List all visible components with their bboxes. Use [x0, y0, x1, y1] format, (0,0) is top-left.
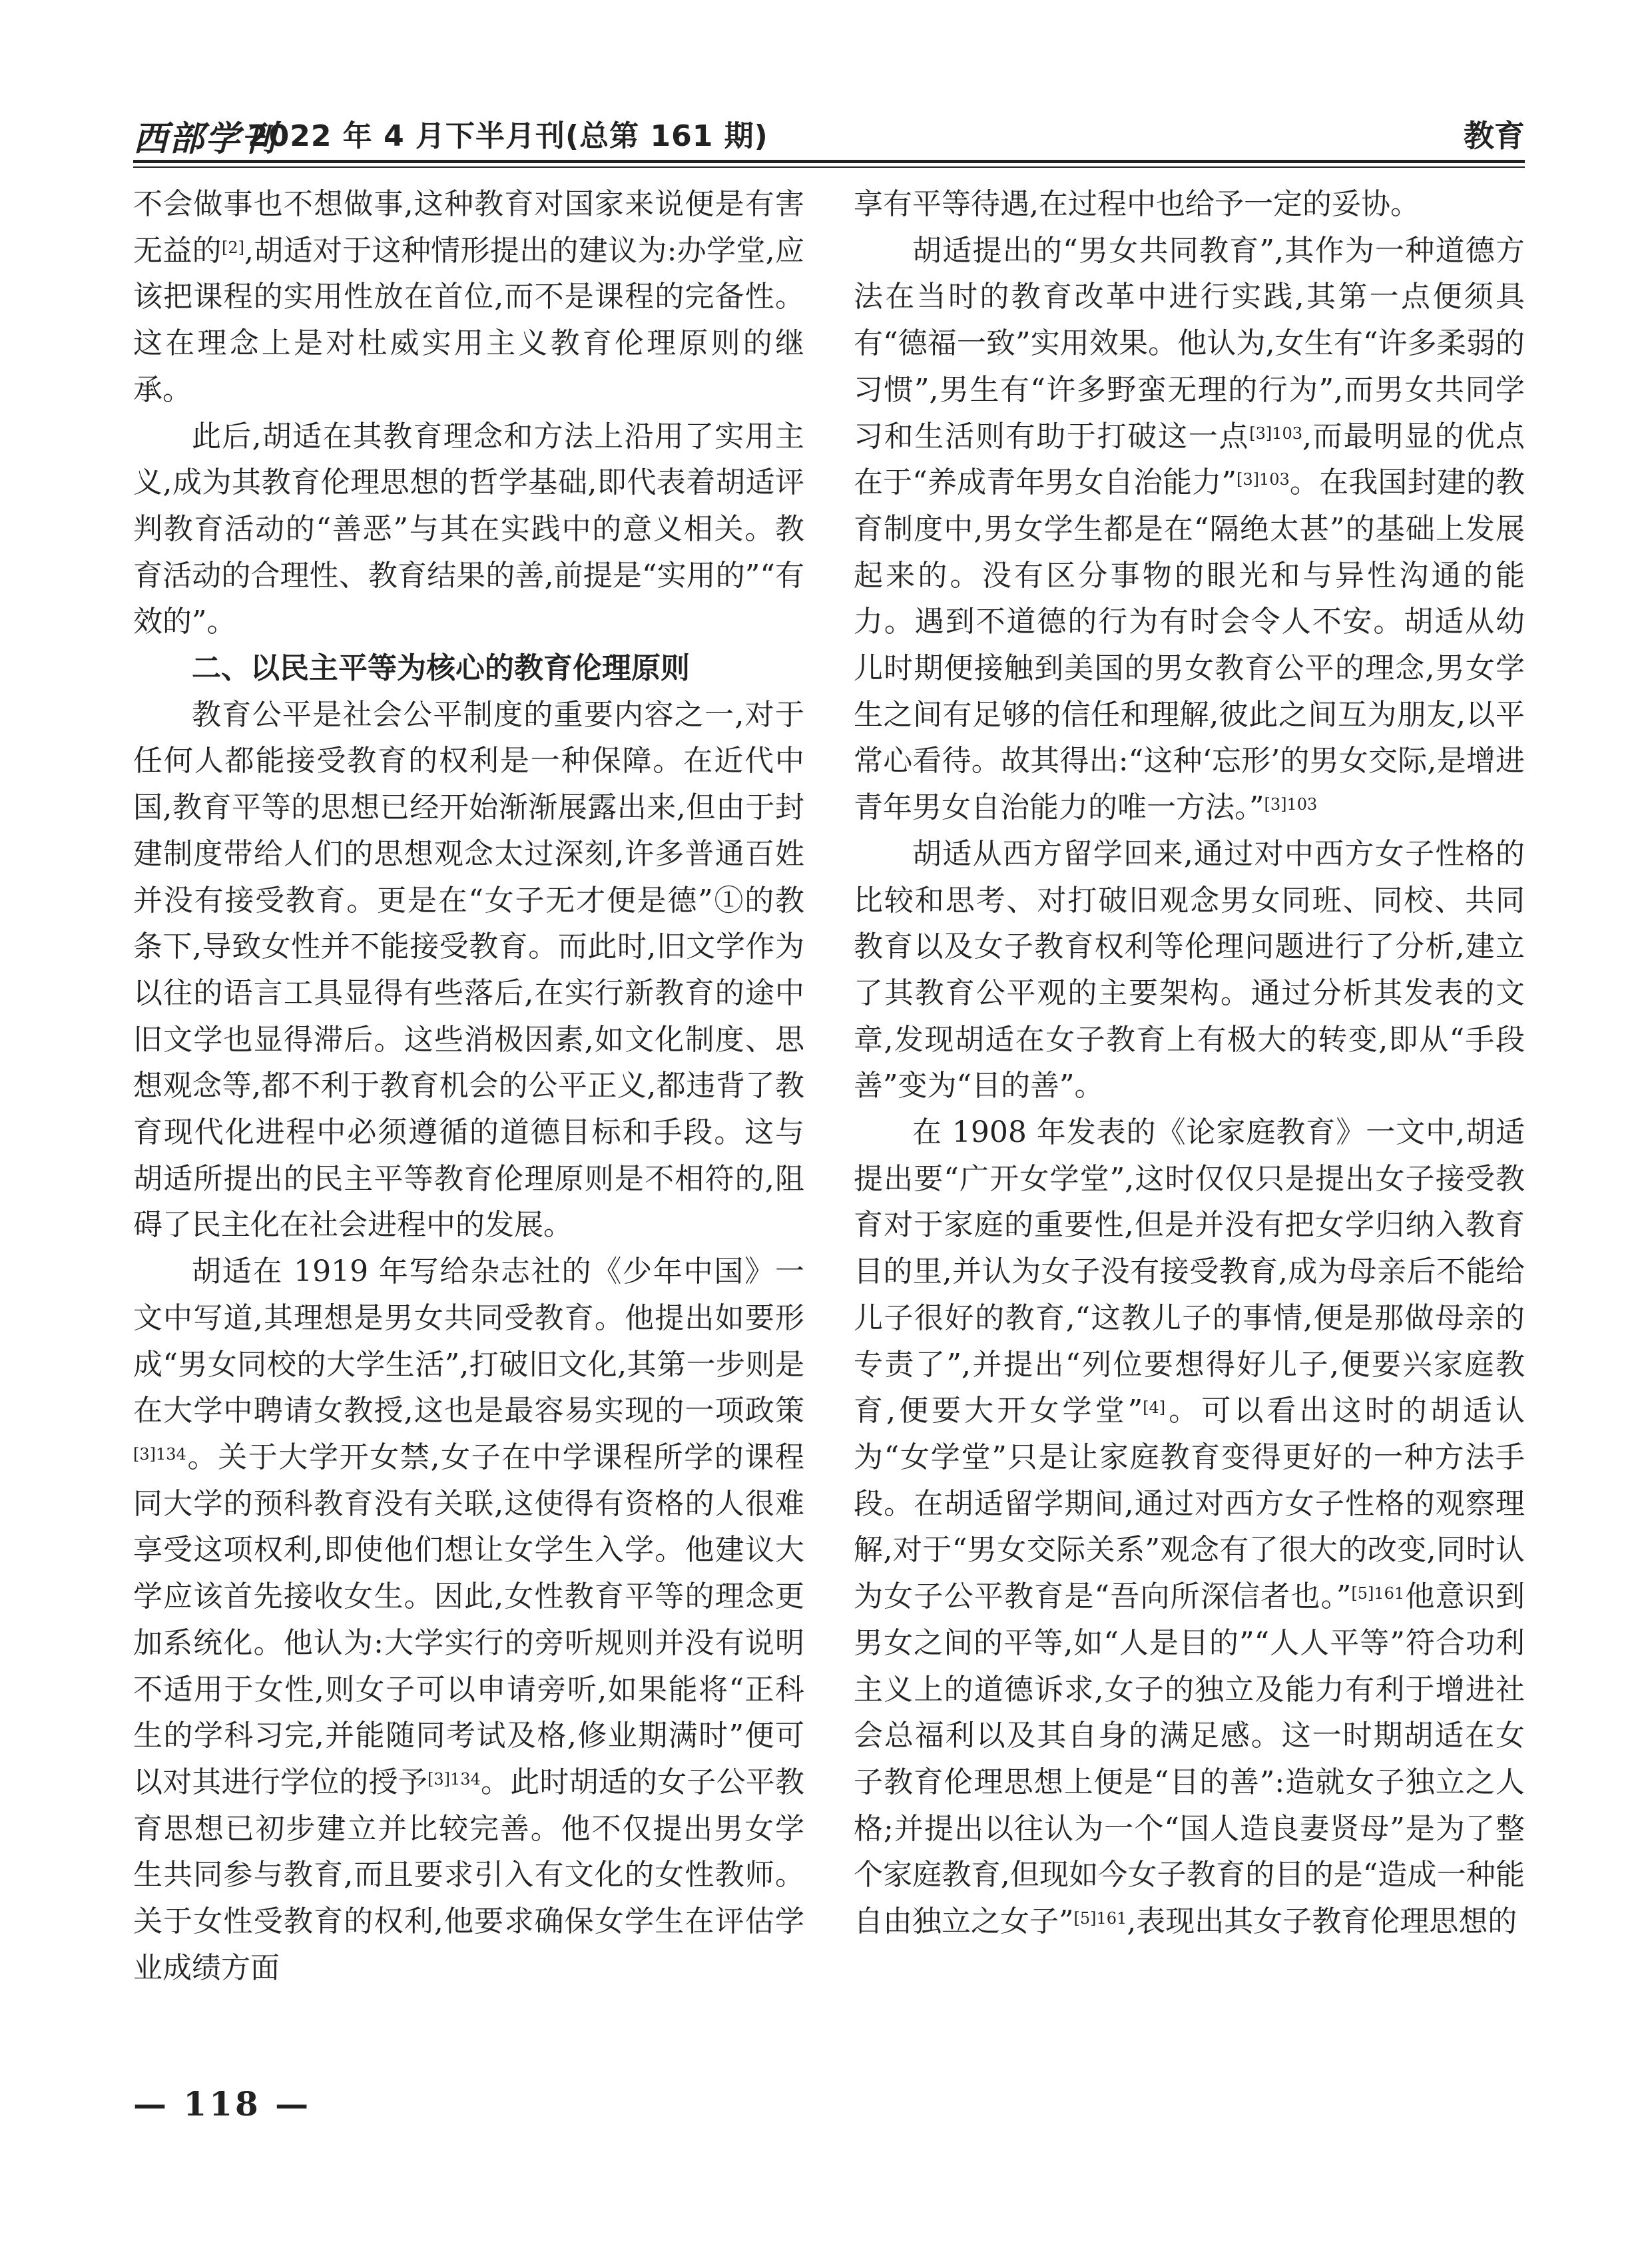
- section-heading: 二、以民主平等为核心的教育伦理原则: [192, 651, 690, 686]
- left-column: [133, 181, 804, 1991]
- paragraph: 此后,胡适在其教育理念和方法上沿用了实用主义,成为其教育伦理思想的哲学基础,即代表着胡适评判教育活动的“善恶”与其在实践中的意义相关。教育活动的合理性、教育结果的善,前提是“实用的”“有效的”。: [133, 419, 804, 639]
- page-number: — 118 —: [133, 2084, 312, 2123]
- running-header: [133, 107, 1525, 160]
- citation: [3]103: [1249, 423, 1303, 443]
- section-label: 教育: [1464, 118, 1525, 154]
- paragraph: 胡适从西方留学回来,通过对中西方女子性格的比较和思考、对打破旧观念男女同班、同校、共同教育以及女子教育权利等伦理问题进行了分析,建立了其教育公平观的主要架构。通过分析其发表的文章,发现胡适在女子教育上有极大的转变,即从“手段善”变为“目的善”。: [854, 836, 1525, 1103]
- citation: [3]134: [427, 1769, 481, 1789]
- citation: [5]161: [1073, 1909, 1127, 1928]
- citation: [3]103: [1264, 795, 1318, 814]
- paragraph: 不会做事也不想做事,这种教育对国家来说便是有害无益的[2],胡适对于这种情形提出的建议为:办学堂,应该把课程的实用性放在首位,而不是课程的完备性。这在理念上是对杜威实用主义教育伦理原则的继承。: [133, 187, 805, 407]
- paragraph: 教育公平是社会公平制度的重要内容之一,对于任何人都能接受教育的权利是一种保障。在近代中国,教育平等的思想已经开始渐渐展露出来,但由于封建制度带给人们的思想观念太过深刻,许多普通百姓并没有接受教育。更是在“女子无才便是德”①的教条下,导致女性并不能接受教育。而此时,旧文学作为以往的语言工具显得有些落后,在实行新教育的途中旧文学也显得滞后。这些消极因素,如文化制度、思想观念等,都不利于教育机会的公平正义,都违背了教育现代化进程中必须遵循的道德目标和手段。这与胡适所提出的民主平等教育伦理原则是不相符的,阻碍了民主化在社会进程中的发展。: [133, 697, 804, 1243]
- citation: [4]: [1143, 1398, 1166, 1418]
- paragraph: 胡适提出的“男女共同教育”,其作为一种道德方法在当时的教育改革中进行实践,其第一点便须具有“德福一致”实用效果。他认为,女生有“许多柔弱的习惯”,男生有“许多野蛮无理的行为”,而男女共同学习和生活则有助于打破这一点$^{[3]103}$,而最明显的优点在于“养成青年男女自治能力”$^{[3]103}$。在我国封建的教育制度中,男女学生都是在“隔绝太甚”的基础上发展起来的。没有区分事物的眼光和与异性沟通的能力。遇到不道德的行为有时会令人不安。胡适从幼儿时期便接触到美国的男女教育公平的理念,男女学生之间有足够的信任和理解,彼此之间互为朋友,以平常心看待。故其得出:“这种‘忘形’的男女交际,是增进青年男女自治能力的唯一方法。”$^{[3]103}$: [854, 233, 1525, 825]
- header-rule: [133, 160, 1525, 163]
- journal-logo: 西部学刊: [133, 119, 278, 159]
- header-rule-thin: [133, 166, 1525, 168]
- paragraph: 享有平等待遇,在过程中也给予一定的妥协。: [854, 187, 1420, 221]
- citation: [3]134: [133, 1444, 186, 1464]
- paragraph: 胡适在 1919 年写给杂志社的《少年中国》一文中写道,其理想是男女共同受教育。他提出如要形成“男女同校的大学生活”,打破旧文化,其第一步则是在大学中聘请女教授,这也是最容易实现的一项政策$^{[3]134}$。关于大学开女禁,女子在中学课程所学的课程同大学的预科教育没有关联,这使得有资格的人很难享受这项权利,即使他们想让女学生入学。他建议大学应该首先接收女生。因此,女性教育平等的理念更加系统化。他认为:大学实行的旁听规则并没有说明不适用于女性,则女子可以申请旁听,如果能将“正科生的学科习完,并能随同考试及格,修业期满时”便可以对其进行学位的授予$^{[3]134}$。此时胡适的女子公平教育思想已初步建立并比较完善。他不仅提出男女学生共同参与教育,而且要求引入有文化的女性教师。关于女性受教育的权利,他要求确保女学生在评估学业成绩方面: [133, 1255, 805, 1985]
- citation: [2]: [221, 238, 244, 257]
- right-column: [854, 181, 1525, 1945]
- paragraph: 在 1908 年发表的《论家庭教育》一文中,胡适提出要“广开女学堂”,这时仅仅只是提出女子接受教育对于家庭的重要性,但是并没有把女学归纳入教育目的里,并认为女子没有接受教育,成为母亲后不能给儿子很好的教育,“这教儿子的事情,便是那做母亲的专责了”,并提出“列位要想得好儿子,便要兴家庭教育,便要大开女学堂”[4]。可以看出这时的胡适认为“女学堂”只是让家庭教育变得更好的一种方法手段。在胡适留学期间,通过对西方女子性格的观察理解,对于“男女交际关系”观念有了很大的改变,同时认为女子公平教育是“吾向所深信者也。”$^{[5]161}$他意识到男女之间的平等,如“人是目的”“人人平等”符合功利主义上的道德诉求,女子的独立及能力有利于增进社会总福利以及其自身的满足感。这一时期胡适在女子教育伦理思想上便是“目的善”:造就女子独立之人格;并提出以往认为一个“国人造良妻贤母”是为了整个家庭教育,但现如今女子教育的目的是“造成一种能自由独立之女子”$^{[5]161}$,表现出其女子教育伦理思想的: [854, 1115, 1525, 1939]
- citation: [3]103: [1236, 470, 1290, 489]
- citation: [5]161: [1351, 1584, 1405, 1603]
- issue-info: 2022 年 4 月下半月刊(总第 161 期): [248, 119, 768, 153]
